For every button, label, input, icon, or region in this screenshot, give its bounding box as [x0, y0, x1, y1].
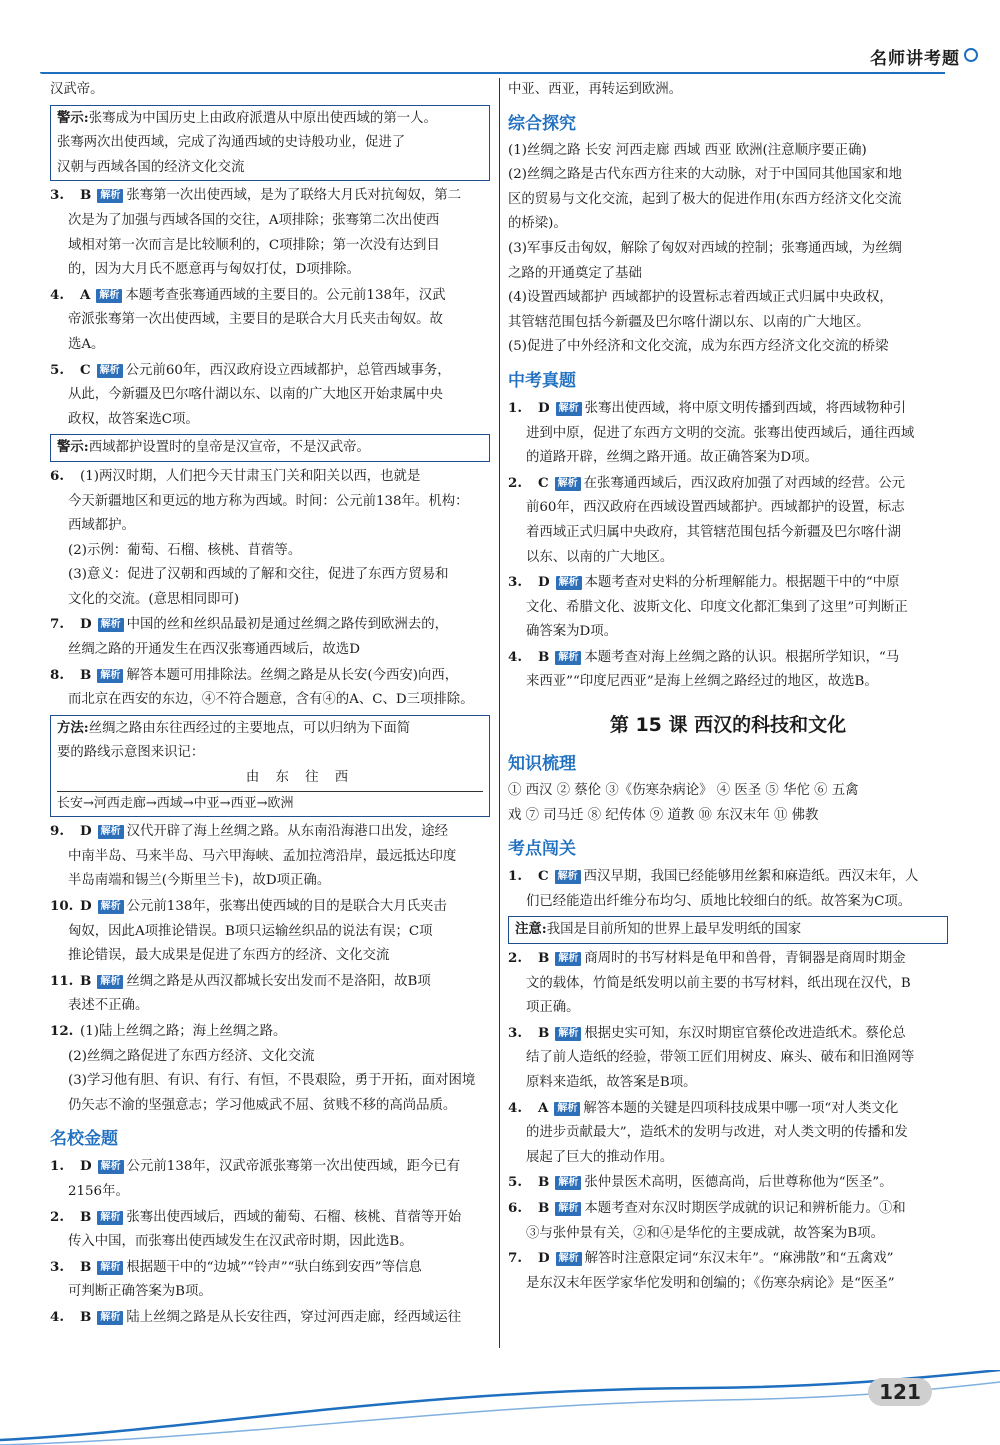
note-text: 汉朝与西域各国的经济文化交流 — [57, 159, 245, 175]
item-number: 1. — [508, 868, 522, 885]
answer-letter: B — [538, 1174, 550, 1191]
answer-letter: A — [538, 1099, 549, 1116]
answer-item — [50, 612, 490, 638]
item-text: 中国的丝和丝织品最初是通过丝绸之路传到欧洲去的， — [126, 617, 448, 633]
text-line: (4)设置西域都护 西域都护的设置标志着西域正式归属中央政权， — [508, 290, 893, 306]
text-line: 中南半岛、马来半岛、马六甲海峡、孟加拉湾沿岸，最远抵达印度 — [68, 848, 457, 864]
answer-letter: B — [538, 648, 550, 665]
note-box — [50, 434, 490, 462]
item-number: 1. — [508, 399, 522, 416]
answer-item — [50, 358, 490, 384]
note-text: 张骞成为中国历史上由政府派遣从中原出使西域的第一人。 — [88, 110, 437, 126]
answer-letter: C — [538, 474, 549, 491]
text-line: (3)学习他有胆、有识、有行、有恒，不畏艰险，勇于开拓，面对困境 — [68, 1073, 476, 1089]
item-number: 6. — [50, 467, 64, 484]
item-text: 根据史实可知，东汉时期宦官蔡伦改进造纸术。蔡伦总 — [584, 1025, 906, 1041]
answer-letter: B — [80, 1208, 92, 1225]
text-line: 匈奴，因此A项推论错误。B项只运输丝织品的说法有误；C项 — [68, 923, 433, 939]
answer-letter: D — [538, 574, 550, 591]
answer-item — [50, 663, 490, 689]
item-number: 2. — [508, 950, 522, 967]
footer-wave-decoration — [0, 1370, 1000, 1445]
section-heading: 知识梳理 — [508, 754, 576, 775]
item-text: 陆上丝绸之路是从长安往西，穿过河西走廊，经西域运往 — [126, 1309, 462, 1325]
text-line: 文化的交流。(意思相同即可) — [68, 591, 240, 607]
answer-letter: B — [538, 1199, 550, 1216]
item-number: 9. — [50, 823, 64, 840]
answer-item — [50, 1305, 490, 1331]
section-heading: 中考真题 — [508, 370, 576, 391]
text-line: ① 西汉 ② 蔡伦 ③《伤寒杂病论》 ④ 医圣 ⑤ 华佗 ⑥ 五禽 — [508, 783, 859, 799]
note-text: 西域都护设置时的皇帝是汉宣帝，不是汉武帝。 — [88, 440, 370, 456]
analysis-tag: 解析 — [98, 900, 124, 914]
answer-item — [508, 396, 948, 422]
answer-item — [50, 969, 490, 995]
answer-item — [508, 946, 948, 972]
note-text: 张骞两次出使西域，完成了沟通西域的史诗般功业，促进了 — [57, 135, 406, 151]
item-text: (1)陆上丝绸之路；海上丝绸之路。 — [80, 1023, 287, 1039]
analysis-tag: 解析 — [97, 364, 123, 378]
item-text: 张骞第一次出使西域，是为了联络大月氏对抗匈奴，第二 — [126, 188, 462, 204]
item-number: 3. — [50, 187, 64, 204]
text-line: 域相对第一次而言是比较顺利的，C项排除；第一次没有达到目 — [68, 237, 440, 253]
item-number: 5. — [50, 361, 64, 378]
answer-letter: D — [538, 399, 550, 416]
item-number: 3. — [508, 574, 522, 591]
analysis-tag: 解析 — [556, 576, 582, 590]
item-text: 解答本题可用排除法。丝绸之路是从长安(今西安)向西， — [126, 667, 459, 683]
answer-letter: B — [80, 187, 92, 204]
item-text: 汉代开辟了海上丝绸之路。从东南沿海港口出发，途经 — [126, 824, 448, 840]
answer-letter: D — [80, 823, 92, 840]
text-line: 传入中国，而张骞出使西域发生在汉武帝时期，因此选B。 — [68, 1234, 413, 1250]
answer-item — [508, 1096, 948, 1122]
item-text: 公元前60年，西汉政府设立西域都护，总管西域事务， — [125, 362, 451, 378]
analysis-tag: 解析 — [97, 1261, 123, 1275]
text-line: 以东、以南的广大地区。 — [526, 549, 674, 565]
item-number: 5. — [508, 1174, 522, 1191]
answer-item — [508, 1021, 948, 1047]
text-line: 戏 ⑦ 司马迁 ⑧ 纪传体 ⑨ 道教 ⑩ 东汉末年 ⑪ 佛教 — [508, 807, 819, 823]
item-text: 解答时注意限定词“东汉末年”。“麻沸散”和“五禽戏” — [584, 1251, 894, 1267]
section-heading: 名校金题 — [50, 1129, 118, 1150]
answer-letter: B — [538, 1024, 550, 1041]
text-line: 是东汉末年医学家华佗发明和创编的；《伤寒杂病论》是“医圣” — [526, 1275, 895, 1291]
item-text: 本题考查对史料的分析理解能力。根据题干中的“中原 — [584, 575, 900, 591]
analysis-tag: 解析 — [96, 289, 122, 303]
item-text: (1)两汉时期，人们把今天甘肃玉门关和阳关以西，也就是 — [80, 468, 421, 484]
answer-item — [508, 1196, 948, 1222]
text-line: 项正确。 — [526, 1000, 580, 1016]
item-text: 丝绸之路是从西汉都城长安出发而不是洛阳，故B项 — [126, 973, 431, 989]
answer-item — [508, 1246, 948, 1272]
text-line: 的进步贡献最大”，造纸术的发明与改进，对人类文明的传播和发 — [526, 1125, 908, 1141]
text-line: 其管辖范围包括今新疆及巴尔喀什湖以东、以南的广大地区。 — [508, 314, 870, 330]
answer-letter: B — [538, 950, 550, 967]
answer-item — [508, 1170, 948, 1196]
item-number: 4. — [50, 286, 64, 303]
answer-letter: D — [538, 1250, 550, 1267]
answer-letter: D — [80, 616, 92, 633]
answer-item — [50, 894, 490, 920]
analysis-tag: 解析 — [97, 189, 123, 203]
text-line: (5)促进了中外经济和文化交流，成为东西方经济文化交流的桥梁 — [508, 339, 889, 355]
analysis-tag: 解析 — [555, 952, 581, 966]
item-number: 7. — [508, 1250, 522, 1267]
item-text: 根据题干中的“边城”“铃声”“驮白练到安西”等信息 — [126, 1259, 422, 1275]
header-rule — [40, 72, 945, 74]
item-number: 2. — [508, 474, 522, 491]
note-line — [57, 741, 483, 766]
analysis-tag: 解析 — [554, 1102, 580, 1116]
item-number: 3. — [50, 1258, 64, 1275]
item-number: 12. — [50, 1022, 74, 1039]
item-text: 张骞出使西域后，西域的葡萄、石榴、核桃、苜蓿等开始 — [126, 1209, 462, 1225]
text-line: 的，因为大月氏不愿意再与匈奴打仗，D项排除。 — [68, 262, 360, 278]
item-number: 4. — [50, 1308, 64, 1325]
text-line: 前60年，西汉政府在西域设置西域都护。西域都护的设置，标志 — [526, 500, 905, 516]
answer-item — [50, 464, 490, 490]
item-text: 商周时的书写材料是龟甲和兽骨，青铜器是商周时期金 — [584, 951, 906, 967]
left-column — [50, 78, 490, 1331]
route-diagram: 长安→河西走廊→西域→中亚→西亚→欧洲 — [57, 791, 483, 817]
analysis-tag: 解析 — [97, 975, 123, 989]
text-line: 区的贸易与文化交流，起到了极大的促进作用(东西方经济文化交流 — [508, 191, 902, 207]
answer-item — [50, 1019, 490, 1045]
analysis-tag: 解析 — [98, 825, 124, 839]
item-text: 张仲景医术高明，医德高尚，后世尊称他为“医圣”。 — [584, 1175, 893, 1191]
text-line: (1)丝绸之路 长安 河西走廊 西域 西亚 欧洲(注意顺序要正确) — [508, 142, 867, 158]
item-text: 在张骞通西域后，西汉政府加强了对西域的经营。公元 — [583, 475, 906, 491]
note-label: 注意: — [515, 921, 547, 938]
text-line: 着西域正式归属中央政府，其管辖范围包括今新疆及巴尔喀什湖 — [526, 524, 901, 540]
header-circle-icon — [964, 48, 978, 62]
analysis-tag: 解析 — [555, 1176, 581, 1190]
text-line: 汉武帝。 — [50, 82, 104, 97]
note-text: 丝绸之路由东往西经过的主要地点，可以归纳为下面简 — [88, 720, 411, 736]
text-line: (3)军事反击匈奴，解除了匈奴对西域的控制；张骞通西域，为丝绸 — [508, 240, 902, 256]
text-line: (3)意义：促进了汉朝和西域的了解和交往，促进了东西方贸易和 — [68, 567, 449, 583]
note-line — [515, 917, 941, 943]
item-text: 公元前138年，汉武帝派张骞第一次出使西域，距今已有 — [126, 1159, 461, 1175]
note-line — [57, 106, 483, 132]
note-box — [508, 916, 948, 944]
note-label: 警示: — [57, 439, 89, 456]
text-line: 之路的开通奠定了基础 — [508, 265, 642, 281]
analysis-tag: 解析 — [97, 669, 123, 683]
right-column — [508, 78, 948, 1296]
answer-item — [50, 1205, 490, 1231]
section-heading: 考点闯关 — [508, 839, 576, 860]
text-line: 的道路开辟，丝绸之路开通。故正确答案为D项。 — [526, 450, 818, 466]
item-number: 3. — [508, 1024, 522, 1041]
text-line: 来西亚”“印度尼西亚”是海上丝绸之路经过的地区，故选B。 — [526, 674, 878, 690]
item-text: 张骞出使西域，将中原文明传播到西域，将西域物种引 — [584, 400, 906, 416]
item-text: 本题考查对海上丝绸之路的认识。根据所学知识，“马 — [584, 649, 900, 665]
note-box — [50, 105, 490, 182]
answer-item — [508, 471, 948, 497]
text-line: 表述不正确。 — [68, 998, 149, 1014]
analysis-tag: 解析 — [555, 1027, 581, 1041]
note-text: 我国是目前所知的世界上最早发明纸的国家 — [546, 922, 802, 938]
text-line: 的桥梁)。 — [508, 216, 567, 232]
answer-letter: B — [80, 1258, 92, 1275]
analysis-tag: 解析 — [555, 1202, 581, 1216]
analysis-tag: 解析 — [555, 870, 581, 884]
item-number: 7. — [50, 616, 64, 633]
analysis-tag: 解析 — [97, 1311, 123, 1325]
answer-item — [50, 819, 490, 845]
text-line: (2)丝绸之路促进了东西方经济、文化交流 — [68, 1048, 315, 1064]
answer-item — [50, 283, 490, 309]
item-number: 10. — [50, 898, 74, 914]
answer-item — [50, 183, 490, 209]
text-line: 中亚、西亚，再转运到欧洲。 — [508, 82, 683, 97]
item-text: 本题考查张骞通西域的主要目的。公元前138年，汉武 — [125, 287, 446, 303]
answer-letter: B — [80, 666, 92, 683]
item-number: 11. — [50, 972, 74, 989]
item-number: 1. — [50, 1158, 64, 1175]
text-line: 推论错误，最大成果是促进了东西方的经济、文化交流 — [68, 948, 390, 964]
analysis-tag: 解析 — [98, 1160, 124, 1174]
item-number: 4. — [508, 648, 522, 665]
answer-letter: D — [80, 898, 92, 914]
analysis-tag: 解析 — [556, 402, 582, 416]
answer-letter: C — [538, 868, 549, 885]
text-line: 可判断正确答案为B项。 — [68, 1284, 212, 1300]
text-line: 次是为了加强与西域各国的交往，A项排除；张骞第二次出使西 — [68, 212, 440, 228]
text-line: 展起了巨大的推动作用。 — [526, 1149, 674, 1165]
text-line: (2)丝绸之路是古代东西方往来的大动脉，对于中国同其他国家和地 — [508, 167, 902, 183]
note-line — [57, 131, 483, 156]
answer-item — [508, 645, 948, 671]
section-heading: 综合探究 — [508, 113, 576, 134]
text-line: 文化、希腊文化、波斯文化、印度文化都汇集到了这里”可判断正 — [526, 599, 908, 615]
item-number: 2. — [50, 1208, 64, 1225]
item-text: 西汉早期，我国已经能够用丝絮和麻造纸。西汉末年，人 — [583, 869, 919, 885]
text-line: 选A。 — [68, 336, 105, 352]
analysis-tag: 解析 — [555, 651, 581, 665]
column-divider — [499, 78, 500, 1348]
answer-letter: D — [80, 1158, 92, 1175]
analysis-tag: 解析 — [555, 477, 581, 491]
header-title: 名师讲考题 — [870, 49, 960, 69]
answer-item — [50, 1154, 490, 1180]
text-line: 原料来造纸，故答案是B项。 — [526, 1075, 697, 1090]
answer-item — [508, 864, 948, 890]
method-box — [50, 715, 490, 817]
text-line: 而北京在西安的东边，④不符合题意，含有④的A、C、D三项排除。 — [68, 692, 474, 708]
text-line: 今天新疆地区和更远的地方称为西域。时间：公元前138年。机构： — [68, 493, 469, 509]
answer-letter: C — [80, 361, 91, 378]
item-text: 本题考查对东汉时期医学成就的识记和辨析能力。①和 — [584, 1200, 906, 1216]
item-text: 解答本题的关键是四项科技成果中哪一项“对人类文化 — [583, 1100, 899, 1116]
text-line: 帝派张骞第一次出使西域，主要目的是联合大月氏夹击匈奴。故 — [68, 312, 443, 328]
answer-item — [508, 570, 948, 596]
answer-item — [50, 1255, 490, 1281]
item-number: 6. — [508, 1199, 522, 1216]
text-line: 政权，故答案选C项。 — [68, 411, 199, 427]
note-label: 方法: — [57, 719, 89, 736]
text-line: 进到中原，促进了东西方文明的交流。张骞出使西域后，通往西域 — [526, 425, 915, 441]
analysis-tag: 解析 — [97, 1211, 123, 1225]
lesson-title: 第 15 课 西汉的科技和文化 — [609, 714, 847, 737]
item-number: 4. — [508, 1099, 522, 1116]
text-line: (2)示例：葡萄、石榴、核桃、苜蓿等。 — [68, 542, 302, 558]
answer-letter: B — [80, 972, 92, 989]
text-line: 们已经能造出纤维分布均匀、质地比较细白的纸。故答案为C项。 — [526, 893, 912, 909]
text-line: 文的载体，竹简是纸发明以前主要的书写材料，纸出现在汉代，B — [526, 975, 911, 991]
text-line: 丝绸之路的开通发生在西汉张骞通西域后，故选D — [68, 642, 360, 658]
text-line: 2156年。 — [68, 1183, 129, 1199]
answer-letter: A — [80, 286, 91, 303]
text-line: 从此，今新疆及巴尔喀什湖以东、以南的广大地区开始隶属中央 — [68, 387, 443, 403]
text-line: 结了前人造纸的经验，带领工匠们用树皮、麻头、破布和旧渔网等 — [526, 1050, 915, 1066]
note-text: 要的路线示意图来识记： — [57, 745, 205, 761]
text-line: 西域都护。 — [68, 518, 135, 534]
page-number: 121 — [868, 1378, 932, 1406]
answer-letter: B — [80, 1308, 92, 1325]
text-line: ③与张仲景有关，②和④是华佗的主要成就，故答案为B项。 — [526, 1225, 884, 1241]
note-line — [57, 435, 483, 461]
text-line: 确答案为D项。 — [526, 624, 618, 640]
item-text: 公元前138年，张骞出使西域的目的是联合大月氏夹击 — [126, 899, 447, 914]
item-number: 8. — [50, 666, 64, 683]
text-line: 半岛南端和锡兰(今斯里兰卡)，故D项正确。 — [68, 873, 331, 889]
note-label: 警示: — [57, 109, 89, 126]
note-line — [57, 156, 483, 181]
note-line — [57, 716, 483, 742]
text-line: 仍矢志不渝的坚强意志；学习他威武不屈、贫贱不移的高尚品质。 — [68, 1097, 457, 1113]
route-direction: 由 东 往 西 — [245, 770, 355, 786]
analysis-tag: 解析 — [556, 1252, 582, 1266]
analysis-tag: 解析 — [98, 618, 124, 632]
